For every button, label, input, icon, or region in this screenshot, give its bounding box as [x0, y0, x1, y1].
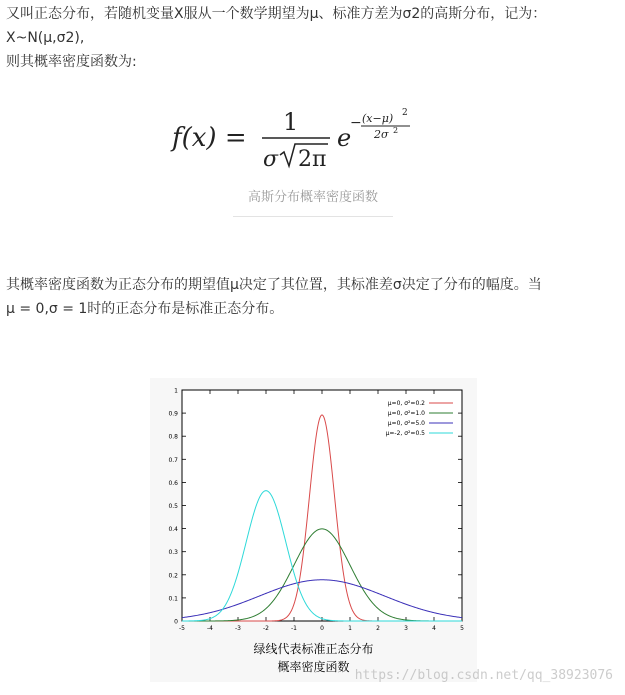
watermark-url: https://blog.csdn.net/qq_38923076 — [354, 668, 613, 683]
formula-exp-num-power: 2 — [402, 108, 408, 118]
y-tick-label: 0.3 — [168, 549, 178, 557]
figure-caption-line-1: 绿线代表标准正态分布 — [253, 642, 374, 656]
y-tick-label: 0.5 — [168, 503, 178, 510]
y-tick-label: 0.8 — [168, 433, 178, 441]
formula-caption: 高斯分布概率密度函数 — [247, 190, 378, 205]
x-tick-label: -1 — [291, 625, 297, 632]
x-tick-label: 0 — [320, 625, 324, 632]
intro-line-1: 又叫正态分布，若随机变量X服从一个数学期望为μ、标准方差为σ2的高斯分布，记为： — [6, 6, 547, 22]
formula-exp-minus: − — [350, 115, 362, 131]
y-tick-label: 0.9 — [168, 410, 178, 418]
formula-exp-den-power: 2 — [393, 126, 399, 135]
legend-label-2: μ=0, σ²=1.0 — [387, 410, 425, 417]
y-tick-label: 0.1 — [168, 595, 178, 603]
y-tick-label: 1 — [174, 387, 178, 395]
formula-exp-base: e — [337, 124, 352, 152]
x-tick-label: 5 — [460, 625, 464, 632]
caption-divider — [233, 216, 393, 217]
formula-numerator: 1 — [283, 108, 299, 136]
explanation-line-2: μ = 0,σ = 1时的正态分布是标准正态分布。 — [6, 301, 284, 317]
intro-paragraph — [6, 2, 618, 74]
y-tick-label: 0 — [174, 618, 178, 626]
x-tick-label: 4 — [432, 625, 436, 632]
formula-lhs: f(x) = — [172, 123, 247, 153]
legend-label-3: μ=0, σ²=5.0 — [387, 420, 425, 427]
normal-pdf-chart — [150, 378, 477, 640]
formula-denominator-sigma: σ — [263, 147, 279, 172]
y-tick-label: 0.2 — [168, 572, 178, 580]
x-tick-label: -2 — [263, 625, 269, 632]
y-tick-label: 0.6 — [168, 479, 178, 487]
legend-label-4: μ=-2, σ²=0.5 — [385, 430, 425, 437]
x-tick-label: 1 — [348, 625, 352, 632]
x-tick-label: 2 — [376, 625, 380, 632]
gaussian-pdf-formula — [170, 100, 470, 172]
formula-denominator-root: 2π — [298, 147, 327, 172]
explanation-paragraph — [6, 273, 618, 321]
formula-exp-denominator: 2σ — [374, 128, 389, 141]
legend-label-1: μ=0, σ²=0.2 — [387, 400, 425, 407]
explanation-line-1: 其概率密度函数为正态分布的期望值μ决定了其位置，其标准差σ决定了分布的幅度。当 — [6, 277, 542, 293]
y-tick-label: 0.4 — [168, 526, 178, 534]
normal-distribution-figure — [150, 378, 477, 682]
formula-exp-numerator: (x−μ) — [362, 112, 394, 125]
figure-caption-line-2: 概率密度函数 — [277, 660, 350, 674]
intro-line-3: 则其概率密度函数为: — [6, 54, 137, 70]
x-tick-label: 3 — [404, 625, 408, 632]
x-tick-label: -3 — [235, 625, 241, 632]
x-tick-label: -5 — [179, 625, 185, 632]
x-tick-label: -4 — [207, 625, 213, 632]
y-tick-label: 0.7 — [168, 456, 178, 464]
intro-line-2: X~N(μ,σ2), — [6, 30, 85, 46]
